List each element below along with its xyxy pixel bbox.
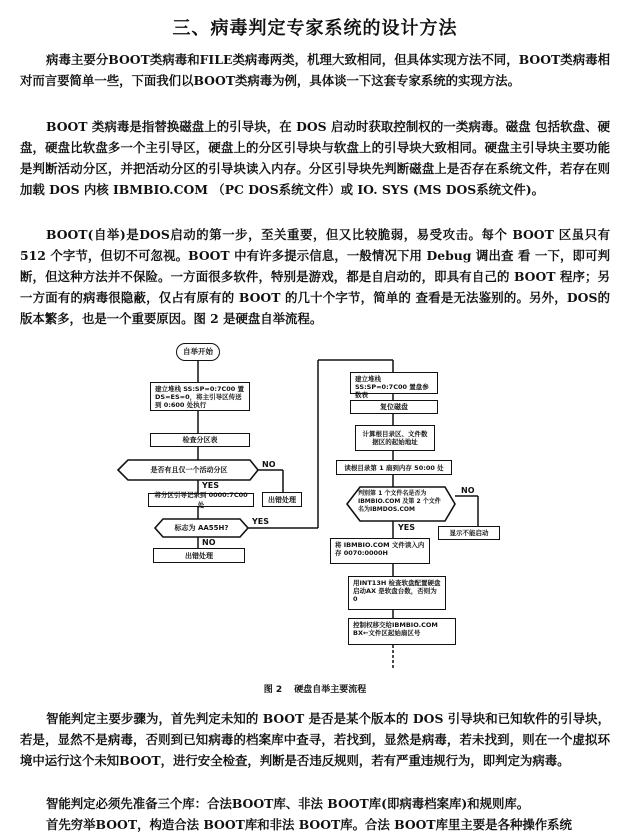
- decision2-no-label: NO: [202, 538, 216, 547]
- decision-file-check-label: 判别第 1 个文件名是否为IBMBIO.COM 及第 2 个文件名为IBMDOS.COM: [358, 490, 441, 513]
- paragraph-text: 病毒主要分BOOT类病毒和FILE类病毒两类，机理大致相同，但具体实现方法不同，BOOT类病毒相对而言要简单一些，下面我们以BOOT类病毒为例，具体谈一下这套专家系统的实现方法。: [20, 52, 610, 88]
- figure-caption: [0, 682, 630, 695]
- paragraph-text: 智能判定主要步骤为，首先判定未知的 BOOT 是否是某个版本的 DOS 引导块和已知软件的引导块，若是，显然不是病毒，否则到已知病毒的档案库中查寻，若找到，显然是病毒，若未找到，则在一个虚拟环境中运行这个未知BOOT，进行安全检查，判断是否违反规则，若有严重违规行为，即判定为病毒。: [20, 711, 610, 768]
- decision-right-yes-label: YES: [398, 523, 416, 532]
- flow-right-step2: 复位磁盘: [350, 400, 438, 414]
- decision-aa55-label: 标志为 AA55H?: [174, 524, 229, 532]
- flow-left-step3: 将分区引导记录到 0000:7C00 处: [148, 493, 254, 507]
- flow-right-step6: 用INT13H 检查软盘配置硬盘启动AX 是软盘台数，否则为 0: [348, 576, 446, 610]
- flow-start: 自举开始: [176, 343, 220, 361]
- figure-caption-number: 图 2: [263, 685, 283, 695]
- flow-right-error: 显示不能启动: [438, 526, 500, 540]
- paragraph-text: 首先穷举BOOT，构造合法 BOOT库和非法 BOOT库。合法 BOOT库里主要是各种操作系统: [46, 817, 572, 832]
- flow-left-step1: 建立堆栈 SS:SP=0:7C00 置 DS=ES=0，将主引导区传送到 0:600 处执行: [150, 382, 250, 411]
- paragraph-text: BOOT(自举)是DOS启动的第一步，至关重要，但又比较脆弱，易受攻击。每个 BOOT 区虽只有 512 个字节，但切不可忽视。BOOT 中有许多提示信息，一般情况下用 Debug 调出查 看 一下，即可判断，但这种方法并不保险。一方面很多软件，特别是游戏，都是自启动的，即具有自己的 BOOT 程序；另一方面有的病毒很隐蔽，仅占有原有的 BOOT 的几十个字节，简单的 查看是无法鉴别的。另外，DOS的版本繁多，也是一个重要原因。图 2 是硬盘自举流程。: [20, 227, 610, 326]
- decision1-yes-label: YES: [202, 481, 220, 490]
- paragraph-intelligent-steps: [20, 708, 610, 771]
- flow-left-error2: 出错处理: [153, 548, 245, 563]
- flow-right-step7: 控制权移交给IBMBIO.COM BX←文件区起始扇区号: [348, 618, 456, 645]
- section-title: 三、病毒判定专家系统的设计方法: [172, 18, 458, 39]
- paragraph-three-libraries: [20, 793, 610, 814]
- figure-caption-text: 硬盘自举主要流程: [294, 685, 367, 695]
- flow-left-step2: 检查分区表: [150, 433, 250, 447]
- paragraph-text: BOOT 类病毒是指替换磁盘上的引导块，在 DOS 启动时获取控制权的一类病毒。磁盘 包括软盘、硬盘，硬盘比软盘多一个主引导区，硬盘上的分区引导块与软盘上的引导块大致相同。硬盘主引导块主要功能是判断活动分区，并把活动分区的引导块读入内存。分区引导块先判断磁盘上是否存在系统文件，若存在则加载 DOS 内核 IBMBIO.COM （PC DOS系统文件）或 IO. SYS (MS DOS系统文件)。: [20, 119, 610, 197]
- decision-active-partition-label: 是否有且仅一个活动分区: [150, 466, 228, 474]
- paragraph-enumerate-boot: [20, 814, 610, 835]
- decision-right-no-label: NO: [461, 486, 475, 495]
- flow-right-step5: 将 IBMBIO.COM 文件读入内存 0070:0000H: [330, 538, 430, 564]
- flow-right-step1: 建立堆栈SS:SP=0:7C00 置盘参数表: [350, 372, 438, 394]
- flow-right-step3: 计算根目录区、文件数据区的起始地址: [355, 425, 435, 451]
- flow-left-error1: 出错处理: [262, 492, 302, 507]
- decision1-no-label: NO: [262, 460, 276, 469]
- flow-right-step4: 读根目录第 1 扇到内存 50:00 处: [336, 460, 452, 475]
- paragraph-text: 智能判定必须先准备三个库：合法BOOT库、非法 BOOT库(即病毒档案库)和规则库。: [46, 796, 530, 811]
- decision2-yes-label: YES: [252, 517, 270, 526]
